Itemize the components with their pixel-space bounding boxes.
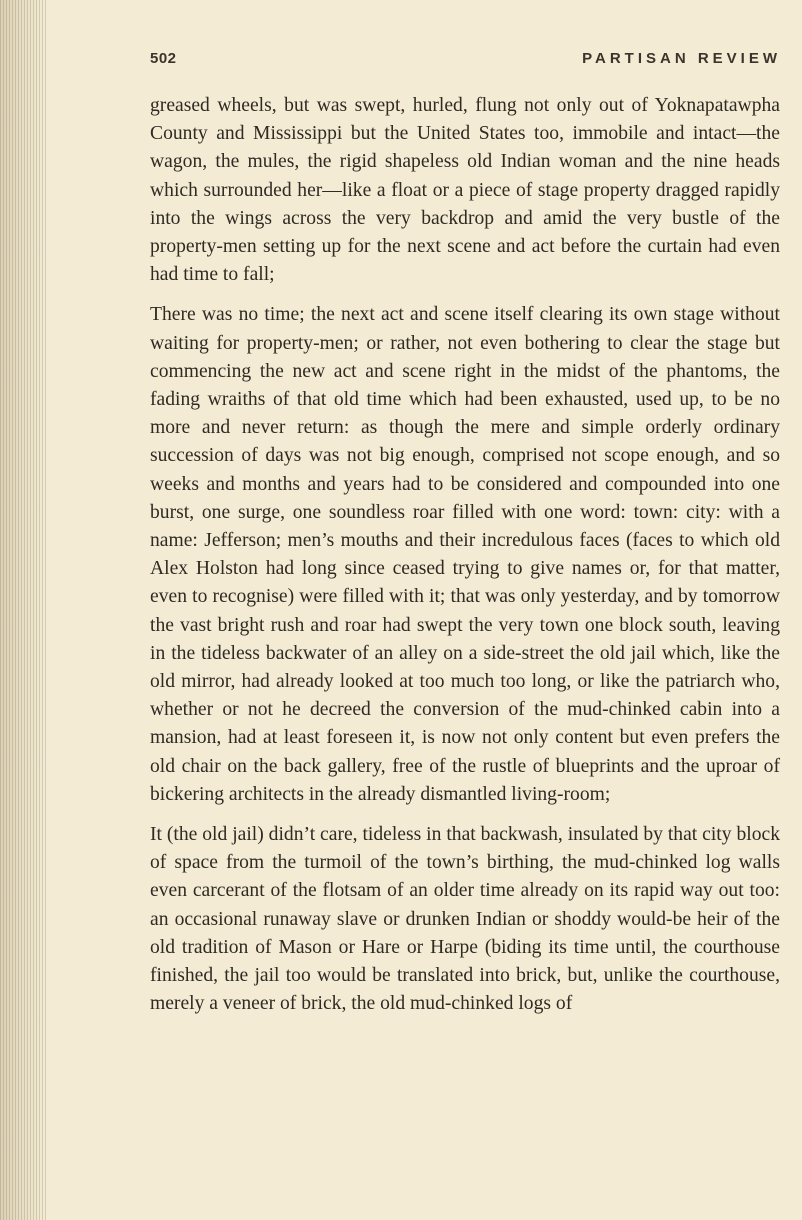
- paragraph: There was no time; the next act and scene itself clearing its own stage without waiting for property-men; or rather, not even bothering to clear the stage but commencing the new act and scene right in the midst of the phantoms, the fading wraiths of that old time which had been exhausted, used up, to be no more and never return: as though the mere and simple orderly ordinary succession of days was not big enough, comprised not scope enough, and so weeks and months and years had to be considered and compounded into one burst, one surge, one soundless roar filled with one word: town: city: with a name: Jefferson; men’s mouths and their incredulous faces (faces to which old Alex Holston had long since ceased trying to give names or, for that matter, even to recognise) were filled with it; that was only yesterday, and by tomorrow the vast bright rush and roar had swept the very town one block south, leaving in the tideless backwater of an alley on a side-street the old jail which, like the old mirror, had already looked at too much too long, or like the patriarch who, whether or not he decreed the conversion of the mud-chinked cabin into a mansion, had at least foreseen it, is now not only content but even prefers the old chair on the back gallery, free of the rustle of blueprints and the uproar of bickering architects in the already dismantled living-room;: [150, 304, 780, 805]
- paragraph: It (the old jail) didn’t care, tideless in that backwash, insulated by that city block of space from the turmoil of the town’s birthing, the mud-chinked log walls even carcerant of the flotsam of an older time already on its rapid way out too: an occasional runaway slave or drunken Indian or shoddy would-be heir of the old tradition of Mason or Hare or Harpe (biding its time until, the courthouse finished, the jail too would be translated into brick, but, unlike the courthouse, merely a veneer of brick, the old mud-chinked logs of: [150, 824, 780, 1015]
- body-text: [150, 92, 780, 1031]
- journal-title: PARTISAN REVIEW: [582, 50, 781, 67]
- paragraph: greased wheels, but was swept, hurled, flung not only out of Yoknapatawpha County and Mississippi but the United States too, immobile and intact—the wagon, the mules, the rigid shapeless old Indian woman and the nine heads which surrounded her—like a float or a piece of stage property dragged rapidly into the wings across the very backdrop and amid the very bustle of the property-men setting up for the next scene and act before the curtain had even had time to fall;: [150, 95, 780, 286]
- page-number: 502: [150, 50, 177, 67]
- running-head: [150, 50, 781, 72]
